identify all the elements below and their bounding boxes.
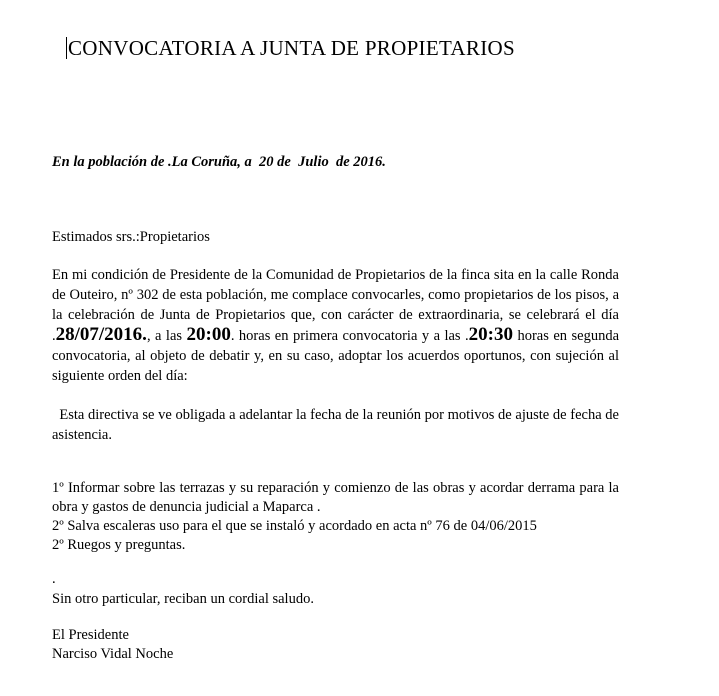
agenda-item-1: 1º Informar sobre las terrazas y su reparación y comienzo de las obras y acordar derrama para la obra y gastos de denuncia judicial a Maparca . bbox=[52, 480, 619, 515]
signature-name: Narciso Vidal Noche bbox=[52, 646, 174, 662]
body-text-3: . horas en primera convocatoria y a las . bbox=[230, 328, 469, 344]
agenda-list bbox=[52, 479, 619, 555]
first-call-time: 20:00 bbox=[186, 324, 231, 345]
notice-paragraph bbox=[52, 405, 619, 445]
closing-line: Sin otro particular, reciban un cordial saludo. bbox=[52, 591, 314, 607]
second-call-time: 20:30 bbox=[468, 324, 513, 345]
greeting: Estimados srs.:Propietarios bbox=[52, 229, 210, 245]
body-text-2: , a las bbox=[146, 328, 187, 344]
convocation-paragraph bbox=[52, 265, 619, 386]
text-cursor[interactable] bbox=[66, 37, 67, 59]
body-text-1: En mi condición de Presidente de la Comunidad de Propietarios de la finca sita en la calle Ronda de Outeiro, nº 302 de esta población, me complace convocarles, como propietarios de los pisos, a la celebración de Junta de Propietarios que, con carácter de extraordinaria, se celebrará el día . bbox=[52, 267, 619, 344]
agenda-item-2: 2º Salva escaleras uso para el que se instaló y acordado en acta nº 76 de 04/06/2015 bbox=[52, 518, 537, 534]
document-title: CONVOCATORIA A JUNTA DE PROPIETARIOS bbox=[68, 36, 515, 60]
signature-role: El Presidente bbox=[52, 627, 129, 643]
separator-dot: . bbox=[52, 571, 56, 587]
place-date-line: En la población de .La Coruña, a 20 de Julio de 2016. bbox=[52, 154, 386, 170]
notice-text: Esta directiva se ve obligada a adelantar la fecha de la reunión por motivos de ajuste de fecha de asistencia. bbox=[52, 407, 619, 443]
body-text-4: horas en segunda convocatoria, al objeto de debatir y, en su caso, adoptar los acuerdos oportunos, con sujeción al siguiente orden del día: bbox=[52, 328, 620, 384]
meeting-date: 28/07/2016. bbox=[55, 324, 147, 345]
document-title-line bbox=[66, 36, 515, 61]
agenda-item-3: 2º Ruegos y preguntas. bbox=[52, 537, 186, 553]
